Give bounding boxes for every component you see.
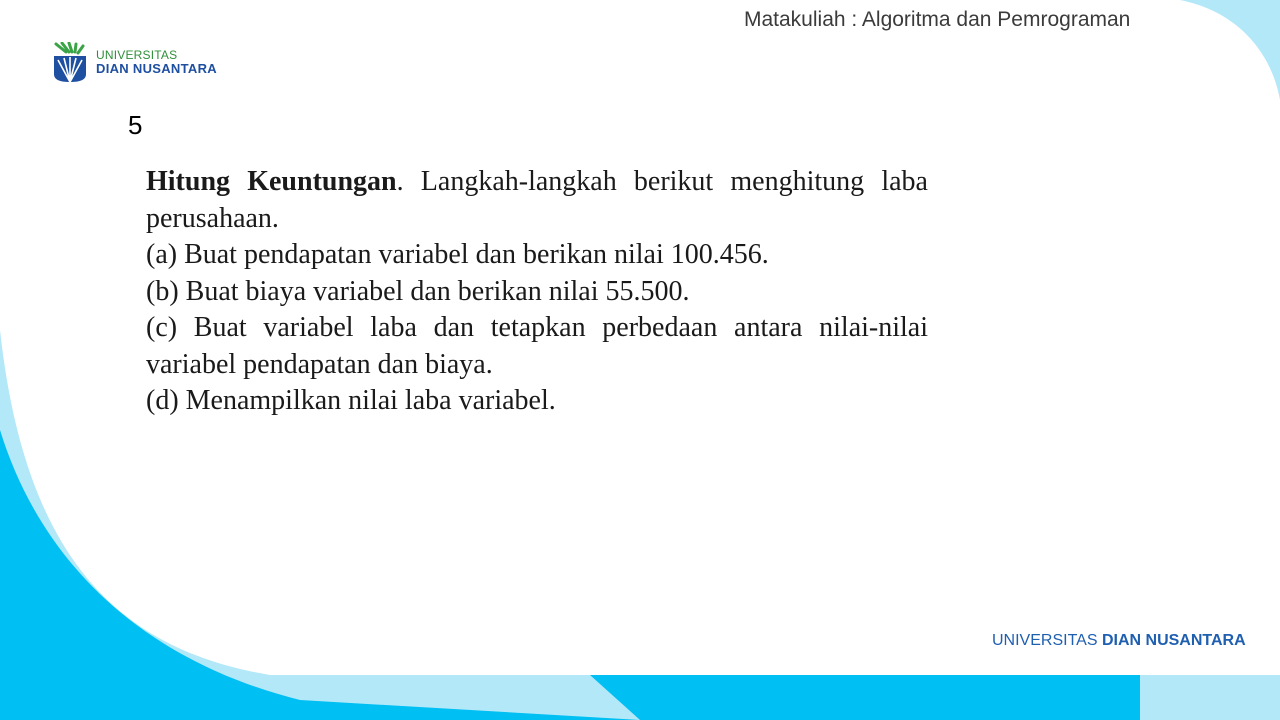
background-bottom-right-cyan [590, 675, 1140, 720]
footer-brand-bold: DIAN NUSANTARA [1101, 632, 1246, 649]
problem-step: (b) Buat biaya variabel dan berikan nilai 55.500. [146, 275, 690, 307]
cropped-text-edge [146, 419, 906, 428]
problem-title: Hitung Keuntungan [146, 166, 397, 197]
logo-line-name: DIAN NUSANTARA [96, 61, 217, 76]
footer-brand [992, 632, 1246, 650]
course-title: Matakuliah : Algoritma dan Pemrograman [744, 8, 1131, 31]
footer-brand-regular: UNIVERSITAS [992, 632, 1102, 649]
problem-text [146, 164, 928, 420]
logo-line-universitas: UNIVERSITAS [96, 48, 178, 62]
problem-intro: . Langkah-langkah berikut menghitung laba perusahaan. [146, 166, 928, 234]
university-emblem-icon [52, 42, 88, 82]
slide-number: 5 [128, 110, 143, 140]
problem-step: (a) Buat pendapatan variabel dan berikan nilai 100.456. [146, 239, 769, 270]
problem-step: (c) Buat variabel laba dan tetapkan perbedaan antara nilai-nilai variabel pendapatan dan biaya. [146, 312, 928, 380]
university-logo [52, 42, 217, 82]
problem-intro-paragraph [146, 164, 928, 237]
problem-step: (d) Menampilkan nilai laba variabel. [146, 385, 556, 416]
